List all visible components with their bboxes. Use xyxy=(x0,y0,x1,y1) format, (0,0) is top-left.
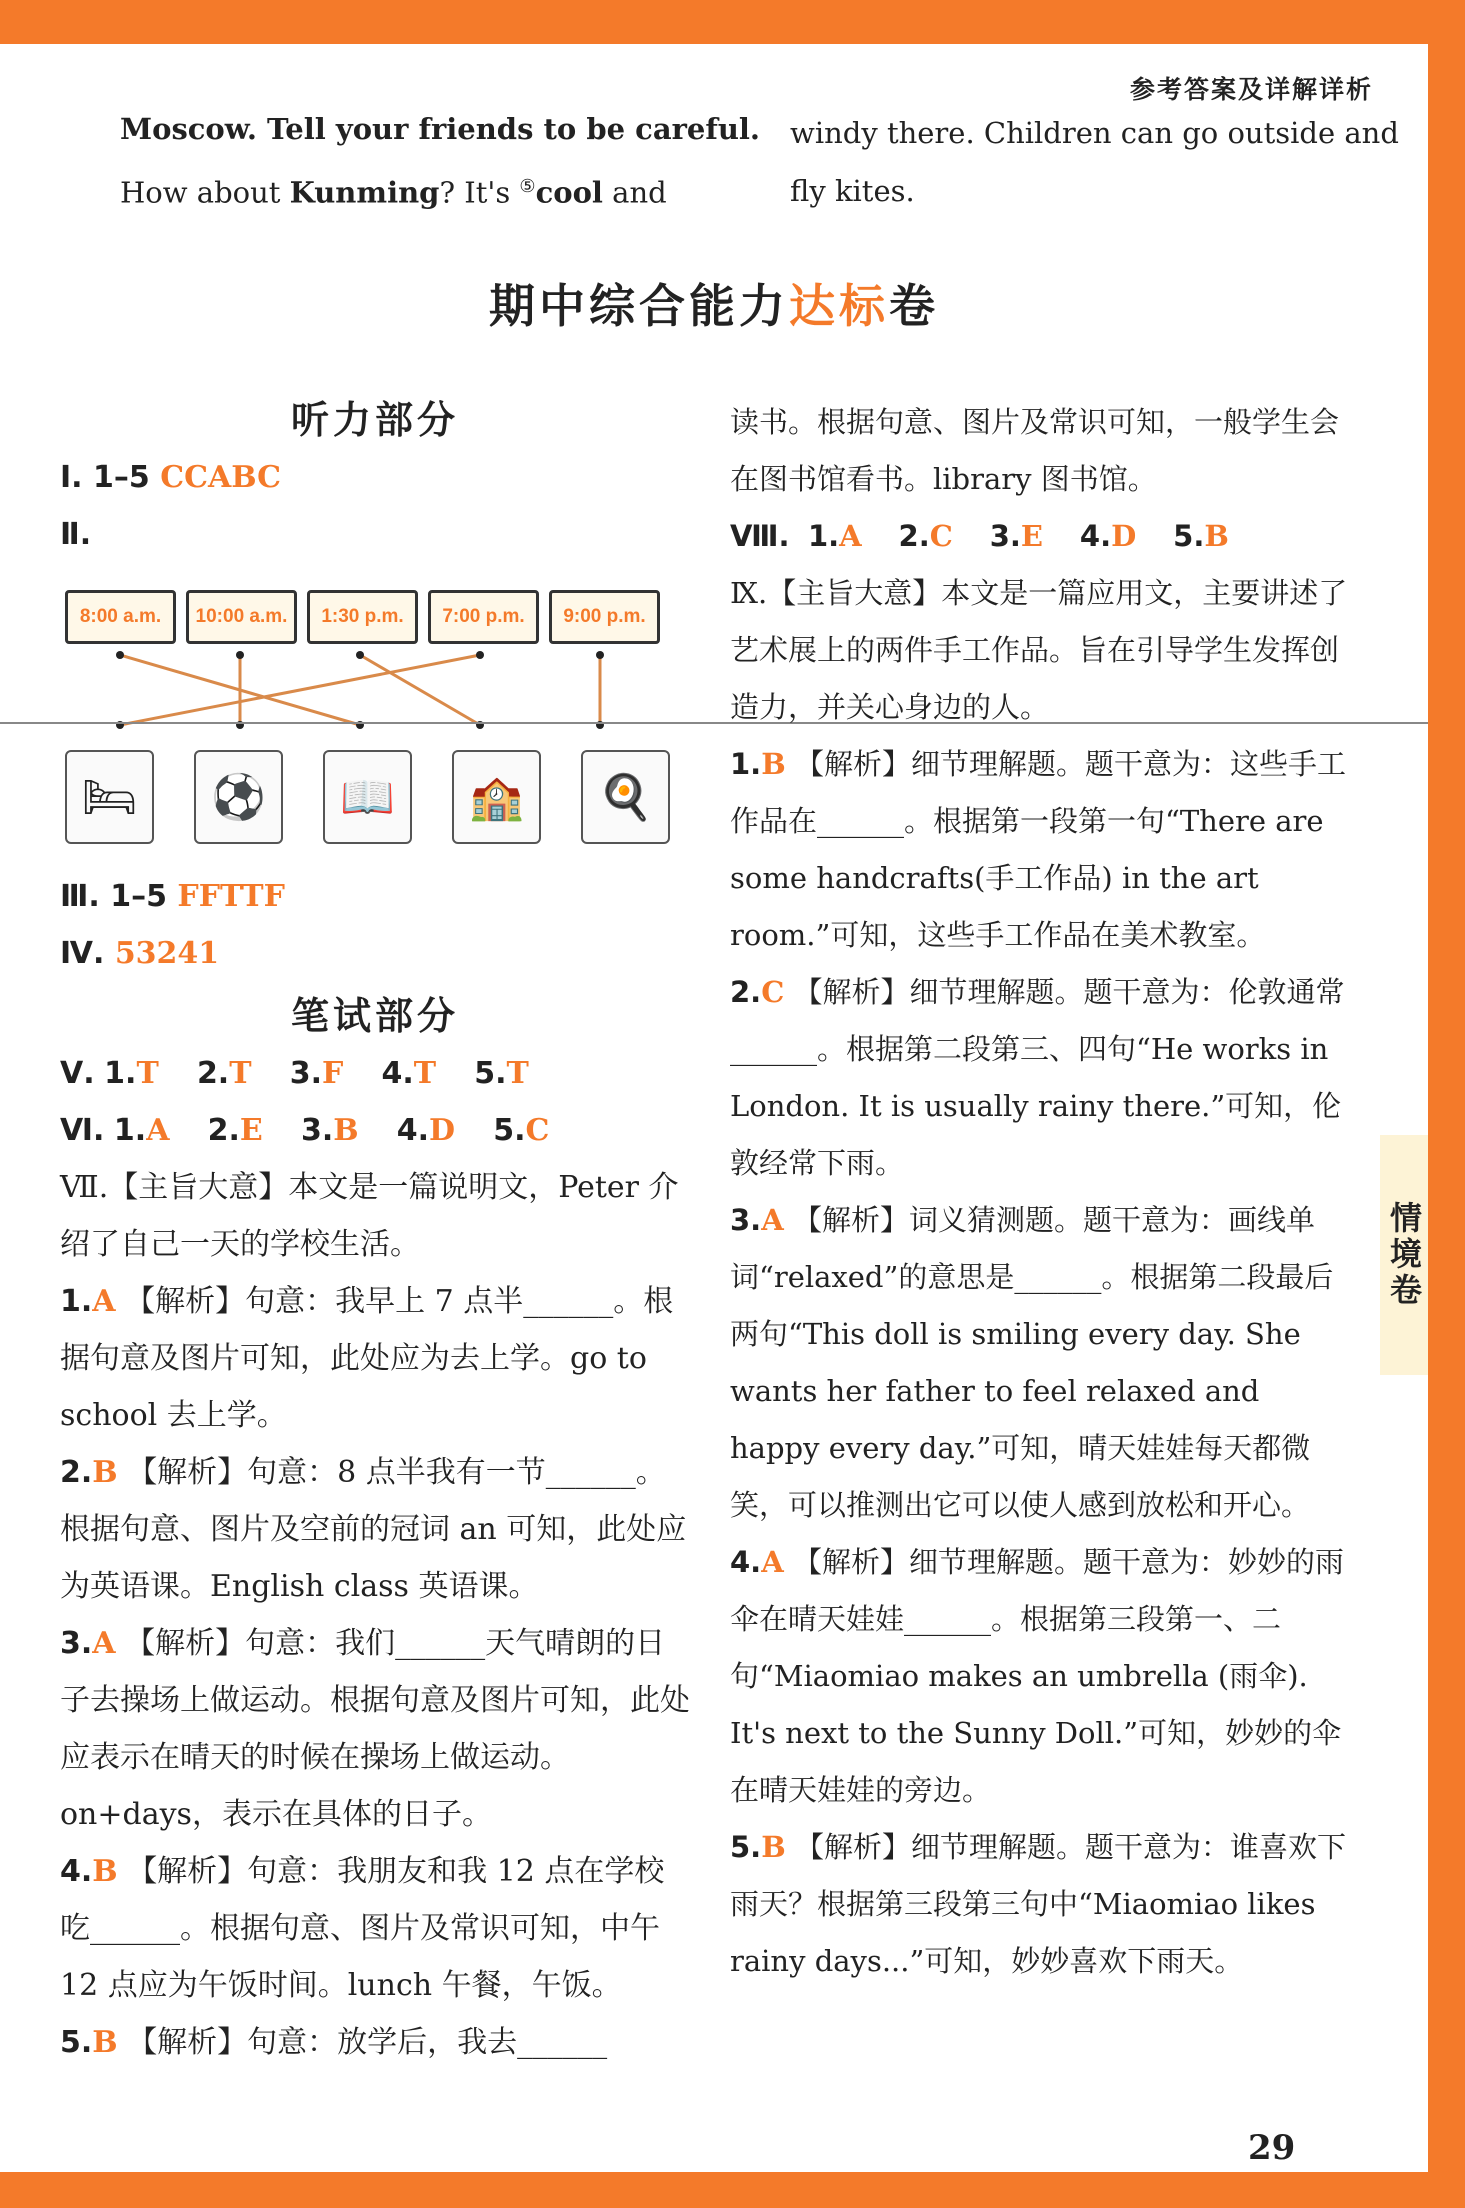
q6-line xyxy=(60,1102,690,1159)
item-text: 【解析】细节理解题。题干意为：这些手工作品在______。根据第一段第一句“There are some handcrafts(手工作品) in the art room.”可知，这些手工作品在美术教室。 xyxy=(730,747,1346,952)
cool-word: cool xyxy=(535,175,603,210)
item-text: 【解析】句意：我早上 7 点半______。根据句意及图片可知，此处应为去上学。go to school 去上学。 xyxy=(60,1284,674,1433)
q9-item xyxy=(730,1819,1355,1990)
item-num: 2. xyxy=(730,975,762,1009)
q5-line xyxy=(60,1045,690,1102)
item-ans: C xyxy=(761,975,785,1009)
q5-a: T xyxy=(506,1056,529,1091)
sleeping-picture-icon: 🛏 xyxy=(65,750,154,844)
studying-picture-icon: 📖 xyxy=(323,750,412,844)
q6-n: 3. xyxy=(300,1113,334,1148)
q6-n: 4. xyxy=(396,1113,430,1148)
q2-label: Ⅱ. xyxy=(60,517,92,552)
item-text: 【解析】细节理解题。题干意为：伦敦通常______。根据第二段第三、四句“He works in London. It is usually rainy there.”可知，伦敦经常下雨。 xyxy=(730,975,1345,1180)
item-text: 【解析】句意：放学后，我去______ xyxy=(127,2025,608,2060)
windy-line: windy there. Children can go outside and xyxy=(790,116,1399,150)
top-left-text xyxy=(120,100,760,222)
q3-line xyxy=(60,868,690,925)
q1-line xyxy=(60,449,690,506)
q7-intro: Ⅶ.【主旨大意】本文是一篇说明文，Peter 介绍了自己一天的学校生活。 xyxy=(60,1170,679,1262)
item-ans: B xyxy=(92,1455,118,1490)
time-boxes xyxy=(65,590,660,644)
q4-line xyxy=(60,925,690,982)
q6-n: 5. xyxy=(493,1113,526,1148)
q6-a: B xyxy=(333,1113,359,1148)
q8-a: E xyxy=(1020,519,1044,553)
q2-line xyxy=(60,506,690,563)
top-border xyxy=(0,0,1465,44)
q9-item xyxy=(730,736,1355,964)
q5-n: 4. xyxy=(381,1056,414,1091)
right-column xyxy=(730,394,1355,1990)
item-text: 【解析】词义猜测题。题干意为：画线单词“relaxed”的意思是______。根据第二段最后两句“This doll is smiling every day. She wants her father to feel relaxed and happy every day.”可知，晴天娃娃每天都微笑，可以推测出它可以使人感到放松和开心。 xyxy=(730,1203,1334,1522)
item-num: 3. xyxy=(60,1626,93,1661)
kunming: Kunming xyxy=(289,175,440,210)
page-number: 29 xyxy=(1248,2128,1296,2168)
item-num: 1. xyxy=(60,1284,93,1319)
q8-a: C xyxy=(929,519,953,553)
q6-a: D xyxy=(429,1113,456,1148)
right-border xyxy=(1428,0,1465,2208)
item-num: 4. xyxy=(730,1545,762,1579)
moscow-line: Moscow. Tell your friends to be careful. xyxy=(120,112,761,146)
q5-n: 2. xyxy=(196,1056,230,1091)
q8-n: 1. xyxy=(807,519,840,553)
q5-n: 1. xyxy=(104,1056,137,1091)
item-ans: B xyxy=(761,1830,786,1864)
item-text: 【解析】句意：我朋友和我 12 点在学校吃______。根据句意、图片及常识可知，中午 12 点应为午饭时间。lunch 午餐，午饭。 xyxy=(60,1854,665,2003)
q9-intro: Ⅸ.【主旨大意】本文是一篇应用文，主要讲述了艺术展上的两件手工作品。旨在引导学生发挥创造力，并关心身边的人。 xyxy=(730,576,1348,724)
item-text: 【解析】细节理解题。题干意为：妙妙的雨伞在晴天娃娃______。根据第三段第一、二句“Miaomiao makes an umbrella (雨伞). It's next to the Sunny Doll.”可知，妙妙的伞在晴天娃娃的旁边。 xyxy=(730,1545,1344,1807)
writing-heading: 笔试部分 xyxy=(290,994,459,1038)
q6-n: 2. xyxy=(207,1113,240,1148)
q6-n: 1. xyxy=(113,1113,147,1148)
q3-label: Ⅲ. 1–5 xyxy=(60,879,178,914)
q6-a: C xyxy=(525,1113,550,1148)
item-ans: A xyxy=(761,1545,784,1579)
q5-n: 3. xyxy=(289,1056,322,1091)
item-ans: A xyxy=(92,1284,116,1319)
answer-header: 参考答案及详解详析 xyxy=(1129,75,1373,104)
left-column xyxy=(60,392,690,563)
item-num: 4. xyxy=(60,1854,93,1889)
its: ? It's xyxy=(439,175,520,210)
q8-a: B xyxy=(1204,519,1229,553)
q8-line xyxy=(730,508,1355,565)
item-ans: A xyxy=(761,1203,784,1237)
cooking-picture-icon: 🍳 xyxy=(581,750,670,844)
q8-n: 2. xyxy=(898,519,930,553)
q8-label: Ⅷ. xyxy=(730,519,790,553)
side-tab: 情境卷 xyxy=(1380,1135,1428,1375)
q5-a: T xyxy=(136,1056,159,1091)
listening-heading: 听力部分 xyxy=(290,398,459,442)
q4-label: Ⅳ. xyxy=(60,936,115,971)
and-word: and xyxy=(602,175,667,210)
item-ans: B xyxy=(761,747,786,781)
running-boy-picture-icon: ⚽ xyxy=(194,750,283,844)
q9-item xyxy=(730,1534,1355,1819)
q5-a: F xyxy=(321,1056,344,1091)
how-about: How about xyxy=(120,175,290,210)
q5-a: T xyxy=(229,1056,252,1091)
circle-5: ⑤ xyxy=(519,176,536,197)
item-num: 5. xyxy=(730,1830,762,1864)
time-box: 8:00 a.m. xyxy=(65,590,176,644)
q9-item xyxy=(730,964,1355,1192)
q3-answer: FFTTF xyxy=(177,879,285,914)
q7-item xyxy=(60,1273,690,1444)
time-box: 9:00 p.m. xyxy=(549,590,660,644)
item-text: 【解析】句意：我们______天气晴朗的日子去操场上做运动。根据句意及图片可知，此处应表示在晴天的时候在操场上做运动。on+days，表示在具体的日子。 xyxy=(60,1626,690,1832)
q8-n: 3. xyxy=(989,519,1021,553)
kites-line: fly kites. xyxy=(790,174,915,208)
q6-label: Ⅵ. xyxy=(60,1113,105,1148)
q4-answer: 53241 xyxy=(114,936,220,971)
continued-text: 读书。根据句意、图片及常识可知，一般学生会在图书馆看书。library 图书馆。 xyxy=(730,405,1340,496)
item-ans: B xyxy=(92,1854,118,1889)
activity-pictures xyxy=(65,750,670,844)
q6-a: E xyxy=(239,1113,263,1148)
title-highlight: 达标 xyxy=(789,279,889,333)
q5-label: Ⅴ. xyxy=(60,1056,95,1091)
q7-item xyxy=(60,1843,690,2014)
q1-answer: CCABC xyxy=(160,460,282,495)
school-building-picture-icon: 🏫 xyxy=(452,750,541,844)
q5-a: T xyxy=(413,1056,437,1091)
q7-item xyxy=(60,1615,690,1843)
q7-item xyxy=(60,1444,690,1615)
item-num: 5. xyxy=(60,2025,93,2060)
item-num: 2. xyxy=(60,1455,93,1490)
item-num: 1. xyxy=(730,747,762,781)
item-text: 【解析】细节理解题。题干意为：谁喜欢下雨天？根据第三段第三句中“Miaomiao likes rainy days...”可知，妙妙喜欢下雨天。 xyxy=(730,1830,1346,1978)
item-num: 3. xyxy=(730,1203,762,1237)
q5-n: 5. xyxy=(474,1056,507,1091)
title-main: 期中综合能力 xyxy=(489,279,789,333)
q7-item xyxy=(60,2014,690,2071)
q1-label: Ⅰ. 1–5 xyxy=(60,460,161,495)
page-title xyxy=(0,270,1428,336)
time-box: 1:30 p.m. xyxy=(307,590,418,644)
top-right-text xyxy=(790,104,1399,220)
q6-a: A xyxy=(146,1113,170,1148)
item-ans: A xyxy=(92,1626,116,1661)
left-column-lower xyxy=(60,868,690,2071)
item-ans: B xyxy=(92,2025,118,2060)
q8-n: 4. xyxy=(1079,519,1112,553)
q8-a: D xyxy=(1111,519,1137,553)
title-end: 卷 xyxy=(889,279,939,333)
item-text: 【解析】句意：8 点半我有一节______。根据句意、图片及空前的冠词 an 可知，此处应为英语课。English class 英语课。 xyxy=(60,1455,687,1604)
q9-item xyxy=(730,1192,1355,1534)
time-box: 7:00 p.m. xyxy=(428,590,539,644)
q8-a: A xyxy=(839,519,862,553)
time-box: 10:00 a.m. xyxy=(186,590,297,644)
q8-n: 5. xyxy=(1173,519,1205,553)
